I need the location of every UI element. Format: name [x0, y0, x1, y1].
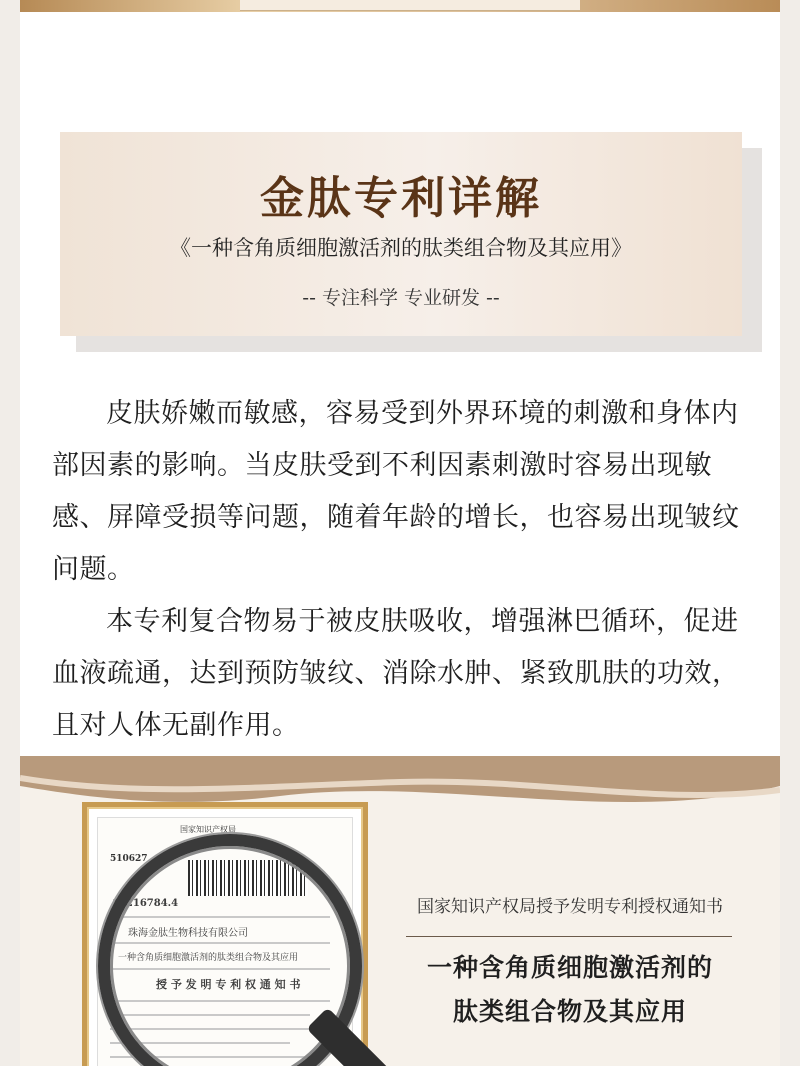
paragraph-1: 皮肤娇嫩而敏感，容易受到外界环境的刺激和身体内部因素的影响。当皮肤受到不利因素刺激时容易出现敏感、屏障受损等问题，随着年龄的增长，也容易出现皱纹问题。	[52, 398, 740, 585]
notice-heading: 国家知识产权局授予发明专利授权通知书	[417, 897, 723, 917]
page	[20, 0, 780, 1066]
notice-title-line1: 一种含角质细胞激活剂的	[426, 953, 713, 982]
paragraph-2: 本专利复合物易于被皮肤吸收，增强淋巴循环，促进血液疏通，达到预防皱纹、消除水肿、紧致肌肤的功效，且对人体无副作用。	[52, 606, 740, 741]
doc-title: 授 予 发 明 专 利 权 通 知 书	[156, 978, 301, 991]
certificate-bottom-edge	[240, 0, 580, 11]
banner-title: 金肽专利详解	[260, 173, 542, 224]
certificate-section	[20, 756, 780, 1066]
patent-banner	[60, 132, 742, 336]
notice-divider-top	[406, 936, 732, 937]
notice-title	[400, 946, 740, 1034]
doc-patent-number: 10216784.4	[112, 898, 179, 909]
banner-tagline: -- 专注科学 专业研发 --	[302, 287, 500, 309]
doc-postcode: 510627	[110, 854, 148, 864]
doc-applicant: 珠海金肽生物科技有限公司	[128, 928, 248, 939]
description-text	[52, 388, 752, 752]
doc-invention: 一种含角质细胞激活剂的肽类组合物及其应用	[118, 953, 299, 963]
previous-image-strip	[20, 0, 780, 12]
doc-header: 国家知识产权局	[180, 825, 236, 834]
notice-title-line2: 肽类组合物及其应用	[452, 997, 687, 1026]
banner-subtitle: 《一种含角质细胞激活剂的肽类组合物及其应用》	[170, 236, 632, 260]
